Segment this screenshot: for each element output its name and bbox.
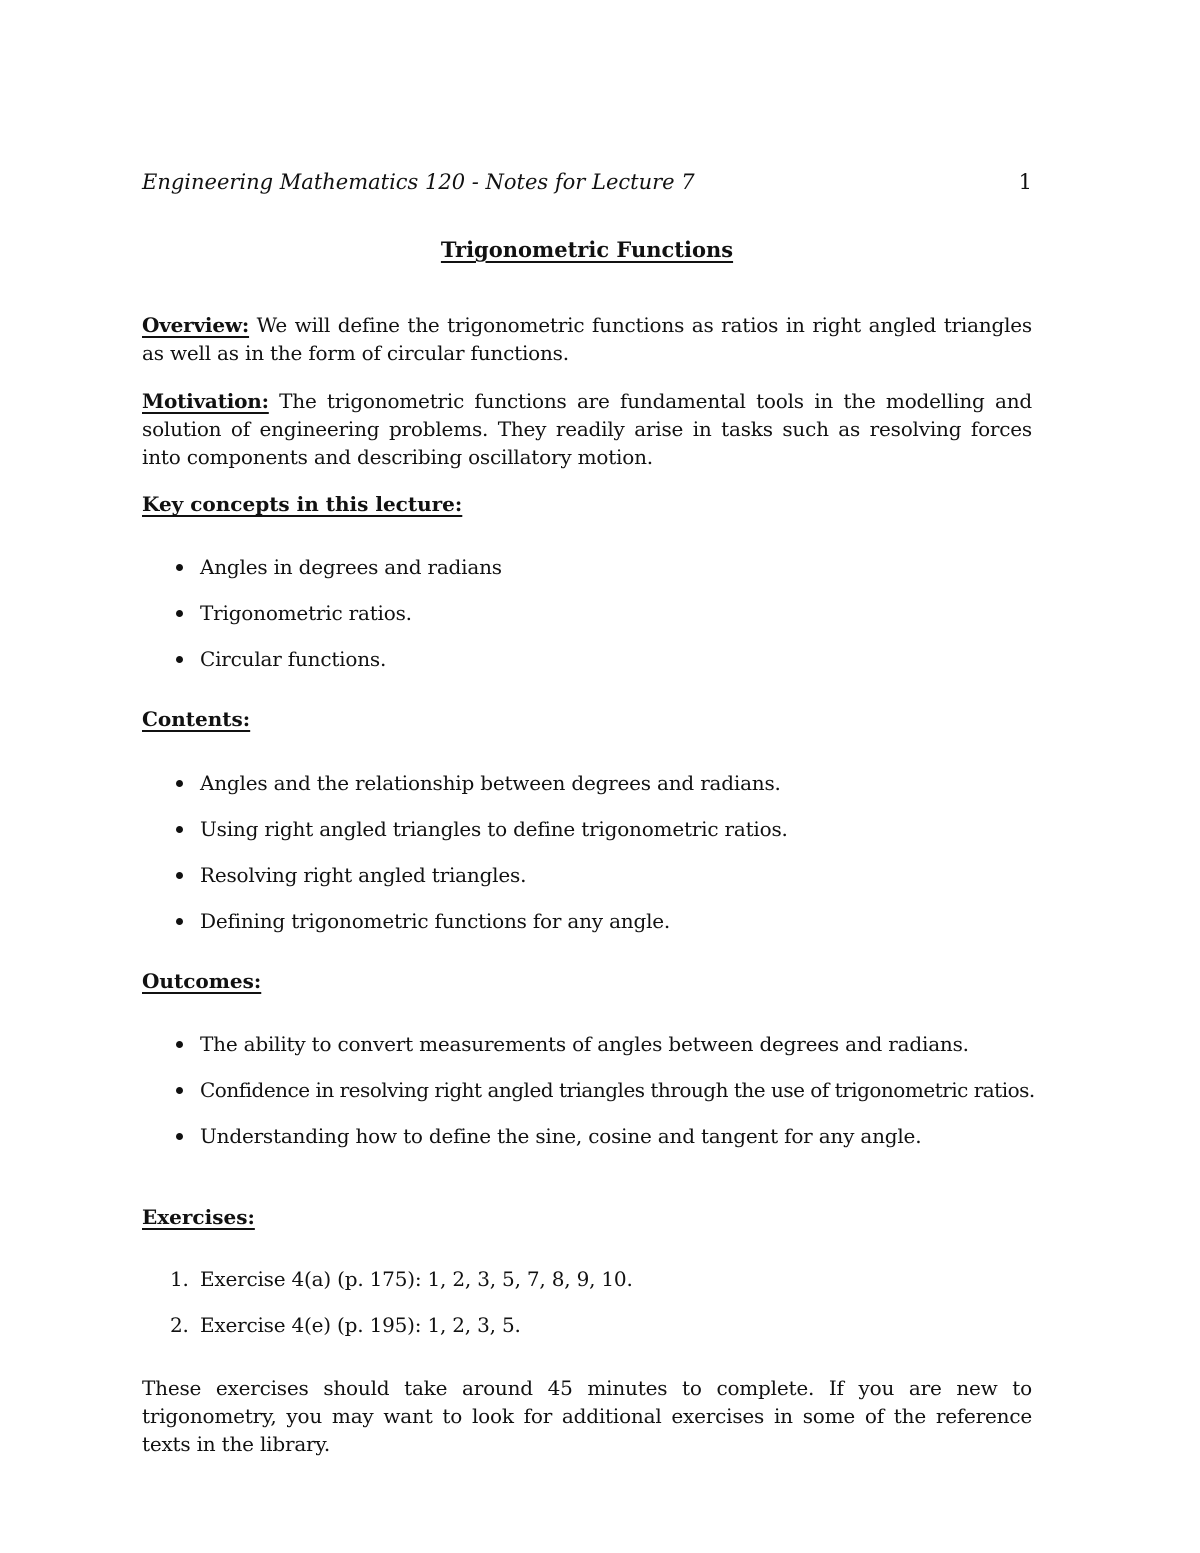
key-concepts-list — [142, 553, 1032, 673]
page-number: 1 — [1018, 170, 1032, 194]
bullet-icon — [176, 610, 183, 617]
running-header — [142, 170, 1032, 194]
list-item: Angles and the relationship between degrees and radians. — [142, 769, 1032, 797]
motivation-text: The trigonometric functions are fundamental tools in the modelling and solution of engineering problems. They readily arise in tasks such as resolving forces into components and describing oscillatory motion. — [142, 389, 1032, 469]
document-page — [142, 0, 1035, 1553]
page-title — [142, 237, 1032, 262]
bullet-icon — [176, 1041, 183, 1048]
overview-text: We will define the trigonometric functions as ratios in right angled triangles as well as in the form of circular functions. — [142, 313, 1032, 365]
overview-label: Overview: — [142, 313, 250, 337]
bullet-icon — [176, 918, 183, 925]
list-item: Defining trigonometric functions for any angle. — [142, 907, 1032, 935]
exercises-heading: Exercises: — [142, 1205, 255, 1229]
running-title: Engineering Mathematics 120 - Notes for Lecture 7 — [142, 170, 695, 194]
overview-paragraph — [142, 311, 1032, 367]
outcomes-heading: Outcomes: — [142, 969, 262, 993]
contents-heading: Contents: — [142, 707, 251, 731]
outcomes-list — [142, 1030, 1035, 1150]
bullet-icon — [176, 656, 183, 663]
list-item: The ability to convert measurements of angles between degrees and radians. — [142, 1030, 1032, 1058]
contents-list — [142, 769, 1032, 935]
list-item: Confidence in resolving right angled triangles through the use of trigonometric ratios. — [142, 1076, 1032, 1104]
page-title-text: Trigonometric Functions — [440, 237, 734, 262]
bullet-icon — [176, 1087, 183, 1094]
list-item: Using right angled triangles to define trigonometric ratios. — [142, 815, 1032, 843]
bullet-icon — [176, 1133, 183, 1140]
bullet-icon — [176, 780, 183, 787]
list-item: Resolving right angled triangles. — [142, 861, 1032, 889]
list-item: Circular functions. — [142, 645, 1032, 673]
bullet-icon — [176, 872, 183, 879]
list-item: 2. Exercise 4(e) (p. 195): 1, 2, 3, 5. — [170, 1313, 521, 1337]
bullet-icon — [176, 826, 183, 833]
bullet-icon — [176, 564, 183, 571]
motivation-label: Motivation: — [142, 389, 269, 413]
list-item: Trigonometric ratios. — [142, 599, 1032, 627]
closing-paragraph: These exercises should take around 45 minutes to complete. If you are new to trigonometry, you may want to look for additional exercises in some of the reference texts in the library. — [142, 1376, 1032, 1456]
key-concepts-heading: Key concepts in this lecture: — [142, 492, 463, 516]
list-item: Angles in degrees and radians — [142, 553, 1032, 581]
exercises-list — [142, 1265, 1032, 1339]
motivation-paragraph — [142, 387, 1032, 471]
list-item: Understanding how to define the sine, cosine and tangent for any angle. — [142, 1122, 1032, 1150]
list-item: 1. Exercise 4(a) (p. 175): 1, 2, 3, 5, 7, 8, 9, 10. — [170, 1267, 633, 1291]
